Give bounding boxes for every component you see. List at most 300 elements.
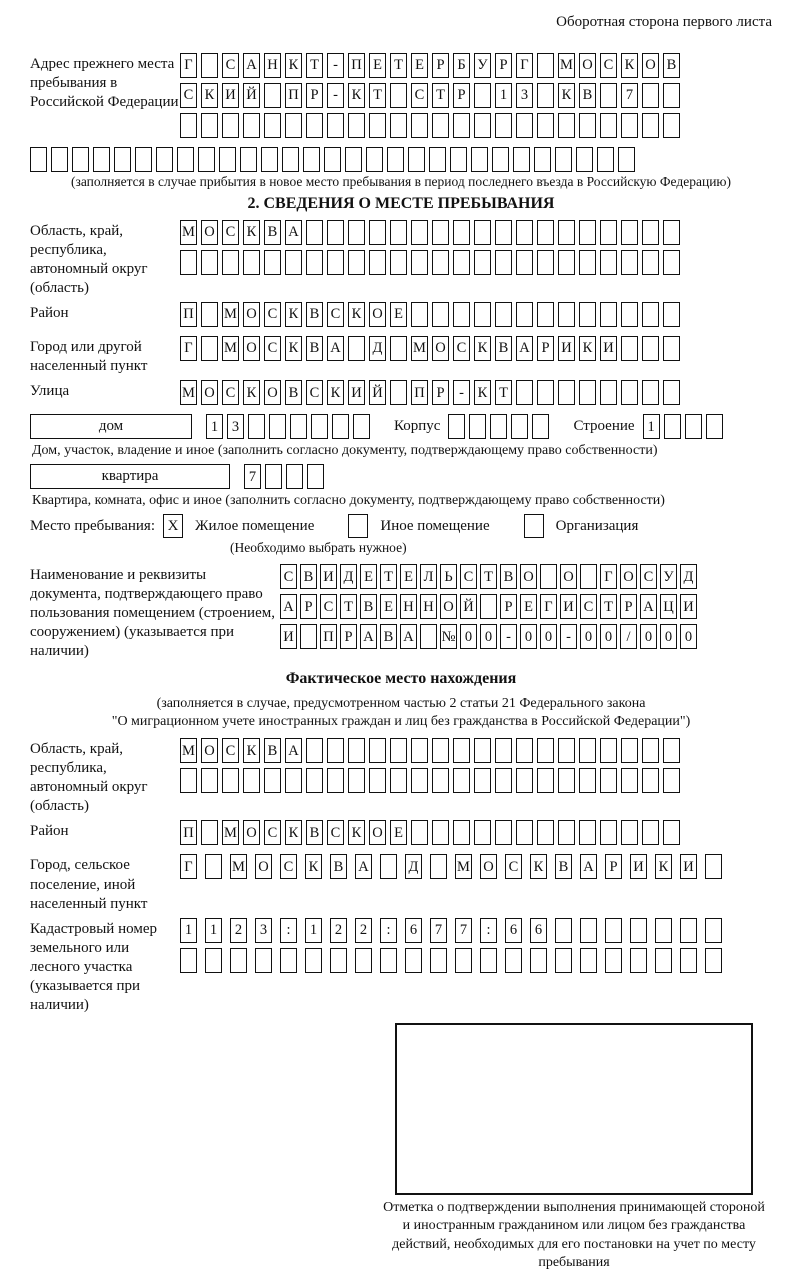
char-cell[interactable] (248, 414, 265, 439)
char-cell[interactable] (495, 220, 512, 245)
char-cell[interactable]: П (411, 380, 428, 405)
char-cell[interactable] (537, 250, 554, 275)
char-cell[interactable] (558, 302, 575, 327)
char-cell[interactable]: Е (411, 53, 428, 78)
char-cell[interactable] (663, 250, 680, 275)
char-cell[interactable] (555, 147, 572, 172)
char-cell[interactable]: М (180, 738, 197, 763)
char-cell[interactable] (642, 220, 659, 245)
char-cell[interactable] (663, 302, 680, 327)
char-cell[interactable] (530, 948, 547, 973)
char-cell[interactable]: А (285, 738, 302, 763)
char-cell[interactable]: Т (390, 53, 407, 78)
char-cell[interactable] (353, 414, 370, 439)
checkbox-organizatsiya[interactable] (524, 514, 544, 538)
char-cell[interactable]: М (230, 854, 247, 879)
char-cell[interactable]: С (222, 380, 239, 405)
char-cell[interactable] (513, 147, 530, 172)
char-cell[interactable] (579, 768, 596, 793)
char-cell[interactable]: 6 (530, 918, 547, 943)
char-cell[interactable] (474, 820, 491, 845)
char-cell[interactable] (680, 948, 697, 973)
char-cell[interactable]: С (222, 738, 239, 763)
char-cell[interactable] (516, 820, 533, 845)
char-cell[interactable]: О (620, 564, 637, 589)
char-cell[interactable] (600, 113, 617, 138)
char-cell[interactable]: К (348, 83, 365, 108)
char-cell[interactable]: А (516, 336, 533, 361)
char-cell[interactable]: К (348, 820, 365, 845)
char-cell[interactable] (390, 83, 407, 108)
char-cell[interactable]: Т (495, 380, 512, 405)
char-cell[interactable] (348, 768, 365, 793)
char-cell[interactable] (93, 147, 110, 172)
char-cell[interactable] (621, 738, 638, 763)
char-cell[interactable]: К (558, 83, 575, 108)
char-cell[interactable] (537, 302, 554, 327)
char-cell[interactable]: С (453, 336, 470, 361)
char-cell[interactable] (453, 302, 470, 327)
char-cell[interactable] (579, 738, 596, 763)
char-cell[interactable] (516, 738, 533, 763)
char-cell[interactable] (474, 768, 491, 793)
char-cell[interactable] (369, 113, 386, 138)
char-cell[interactable] (201, 53, 218, 78)
char-cell[interactable]: 6 (505, 918, 522, 943)
char-cell[interactable] (243, 113, 260, 138)
char-cell[interactable] (201, 250, 218, 275)
char-cell[interactable] (198, 147, 215, 172)
char-cell[interactable] (655, 948, 672, 973)
char-cell[interactable]: И (680, 854, 697, 879)
char-cell[interactable]: А (285, 220, 302, 245)
char-cell[interactable] (474, 220, 491, 245)
char-cell[interactable] (532, 414, 549, 439)
char-cell[interactable] (642, 738, 659, 763)
char-cell[interactable] (579, 380, 596, 405)
char-cell[interactable] (432, 738, 449, 763)
char-cell[interactable]: 1 (205, 918, 222, 943)
char-cell[interactable]: К (305, 854, 322, 879)
char-cell[interactable]: О (520, 564, 537, 589)
char-cell[interactable] (600, 302, 617, 327)
char-cell[interactable]: И (680, 594, 697, 619)
char-cell[interactable]: К (243, 380, 260, 405)
char-cell[interactable]: Т (306, 53, 323, 78)
char-cell[interactable] (222, 768, 239, 793)
char-cell[interactable]: С (280, 854, 297, 879)
char-cell[interactable]: О (560, 564, 577, 589)
char-cell[interactable] (453, 113, 470, 138)
char-cell[interactable]: Р (432, 380, 449, 405)
char-cell[interactable] (537, 220, 554, 245)
char-cell[interactable] (390, 380, 407, 405)
char-cell[interactable]: К (327, 380, 344, 405)
char-cell[interactable]: К (621, 53, 638, 78)
char-cell[interactable] (642, 768, 659, 793)
char-cell[interactable] (432, 820, 449, 845)
char-cell[interactable] (705, 948, 722, 973)
char-cell[interactable]: М (180, 380, 197, 405)
char-cell[interactable]: 7 (244, 464, 261, 489)
char-cell[interactable] (201, 768, 218, 793)
char-cell[interactable]: К (348, 302, 365, 327)
char-cell[interactable] (205, 854, 222, 879)
char-cell[interactable] (471, 147, 488, 172)
char-cell[interactable]: 2 (230, 918, 247, 943)
char-cell[interactable]: П (285, 83, 302, 108)
char-cell[interactable] (579, 220, 596, 245)
char-cell[interactable]: О (579, 53, 596, 78)
char-cell[interactable] (534, 147, 551, 172)
char-cell[interactable] (201, 302, 218, 327)
char-cell[interactable]: 0 (640, 624, 657, 649)
char-cell[interactable] (597, 147, 614, 172)
char-cell[interactable]: Г (180, 53, 197, 78)
char-cell[interactable] (303, 147, 320, 172)
char-cell[interactable] (345, 147, 362, 172)
char-cell[interactable] (558, 820, 575, 845)
char-cell[interactable] (685, 414, 702, 439)
char-cell[interactable] (448, 414, 465, 439)
char-cell[interactable] (201, 820, 218, 845)
char-cell[interactable] (480, 594, 497, 619)
char-cell[interactable] (630, 918, 647, 943)
char-cell[interactable] (537, 768, 554, 793)
char-cell[interactable]: С (327, 302, 344, 327)
char-cell[interactable] (516, 380, 533, 405)
char-cell[interactable] (663, 113, 680, 138)
char-cell[interactable]: - (327, 53, 344, 78)
char-cell[interactable]: Р (306, 83, 323, 108)
char-cell[interactable] (261, 147, 278, 172)
char-cell[interactable] (537, 113, 554, 138)
char-cell[interactable] (600, 738, 617, 763)
char-cell[interactable]: А (360, 624, 377, 649)
char-cell[interactable] (505, 948, 522, 973)
char-cell[interactable]: 7 (621, 83, 638, 108)
char-cell[interactable] (432, 302, 449, 327)
char-cell[interactable] (411, 302, 428, 327)
char-cell[interactable]: О (264, 380, 281, 405)
char-cell[interactable] (305, 948, 322, 973)
char-cell[interactable]: О (480, 854, 497, 879)
char-cell[interactable] (327, 113, 344, 138)
char-cell[interactable]: - (560, 624, 577, 649)
char-cell[interactable] (300, 624, 317, 649)
char-cell[interactable]: С (320, 594, 337, 619)
char-cell[interactable] (495, 738, 512, 763)
char-cell[interactable]: О (201, 738, 218, 763)
char-cell[interactable]: О (440, 594, 457, 619)
char-cell[interactable] (663, 768, 680, 793)
char-cell[interactable]: В (285, 380, 302, 405)
char-cell[interactable] (405, 948, 422, 973)
char-cell[interactable] (579, 113, 596, 138)
char-cell[interactable] (642, 83, 659, 108)
char-cell[interactable] (495, 113, 512, 138)
char-cell[interactable]: Н (400, 594, 417, 619)
char-cell[interactable] (332, 414, 349, 439)
char-cell[interactable] (369, 250, 386, 275)
char-cell[interactable]: А (280, 594, 297, 619)
char-cell[interactable] (621, 820, 638, 845)
char-cell[interactable] (205, 948, 222, 973)
char-cell[interactable]: И (320, 564, 337, 589)
char-cell[interactable]: К (285, 336, 302, 361)
char-cell[interactable] (282, 147, 299, 172)
char-cell[interactable] (537, 738, 554, 763)
char-cell[interactable] (432, 220, 449, 245)
char-cell[interactable]: Р (453, 83, 470, 108)
char-cell[interactable] (642, 380, 659, 405)
char-cell[interactable]: Е (369, 53, 386, 78)
char-cell[interactable]: Т (600, 594, 617, 619)
char-cell[interactable]: - (500, 624, 517, 649)
char-cell[interactable] (432, 768, 449, 793)
char-cell[interactable]: Р (340, 624, 357, 649)
char-cell[interactable]: А (640, 594, 657, 619)
char-cell[interactable] (642, 302, 659, 327)
char-cell[interactable] (307, 464, 324, 489)
char-cell[interactable] (285, 768, 302, 793)
char-cell[interactable] (680, 918, 697, 943)
char-cell[interactable] (30, 147, 47, 172)
char-cell[interactable] (219, 147, 236, 172)
char-cell[interactable]: В (380, 624, 397, 649)
char-cell[interactable]: С (264, 302, 281, 327)
char-cell[interactable] (390, 768, 407, 793)
char-cell[interactable]: Р (300, 594, 317, 619)
char-cell[interactable] (432, 250, 449, 275)
char-cell[interactable]: Е (380, 594, 397, 619)
char-cell[interactable] (420, 624, 437, 649)
char-cell[interactable] (380, 948, 397, 973)
char-cell[interactable] (558, 768, 575, 793)
char-cell[interactable]: Ь (440, 564, 457, 589)
char-cell[interactable] (453, 250, 470, 275)
char-cell[interactable] (348, 250, 365, 275)
char-cell[interactable]: 0 (680, 624, 697, 649)
char-cell[interactable]: Р (537, 336, 554, 361)
char-cell[interactable] (663, 220, 680, 245)
char-cell[interactable] (243, 250, 260, 275)
char-cell[interactable] (605, 948, 622, 973)
char-cell[interactable] (474, 113, 491, 138)
char-cell[interactable]: 0 (520, 624, 537, 649)
char-cell[interactable] (705, 854, 722, 879)
char-cell[interactable]: К (243, 738, 260, 763)
char-cell[interactable]: В (306, 820, 323, 845)
char-cell[interactable]: Р (620, 594, 637, 619)
char-cell[interactable]: Д (340, 564, 357, 589)
char-cell[interactable]: 1 (495, 83, 512, 108)
checkbox-inoe[interactable] (348, 514, 368, 538)
char-cell[interactable] (369, 738, 386, 763)
char-cell[interactable]: В (663, 53, 680, 78)
char-cell[interactable] (177, 147, 194, 172)
char-cell[interactable]: П (180, 820, 197, 845)
char-cell[interactable] (621, 113, 638, 138)
char-cell[interactable] (511, 414, 528, 439)
char-cell[interactable] (453, 738, 470, 763)
char-cell[interactable] (469, 414, 486, 439)
char-cell[interactable] (265, 464, 282, 489)
char-cell[interactable]: В (579, 83, 596, 108)
char-cell[interactable] (490, 414, 507, 439)
char-cell[interactable] (621, 336, 638, 361)
char-cell[interactable] (663, 336, 680, 361)
char-cell[interactable] (180, 948, 197, 973)
char-cell[interactable] (114, 147, 131, 172)
char-cell[interactable]: А (243, 53, 260, 78)
char-cell[interactable] (430, 854, 447, 879)
char-cell[interactable] (348, 738, 365, 763)
char-cell[interactable] (558, 250, 575, 275)
char-cell[interactable]: Е (360, 564, 377, 589)
char-cell[interactable] (306, 250, 323, 275)
char-cell[interactable]: 3 (255, 918, 272, 943)
char-cell[interactable]: Г (516, 53, 533, 78)
char-cell[interactable]: С (640, 564, 657, 589)
char-cell[interactable]: С (264, 336, 281, 361)
char-cell[interactable] (537, 53, 554, 78)
char-cell[interactable]: В (495, 336, 512, 361)
char-cell[interactable] (290, 414, 307, 439)
char-cell[interactable] (264, 768, 281, 793)
char-cell[interactable]: О (369, 302, 386, 327)
char-cell[interactable]: О (369, 820, 386, 845)
char-cell[interactable] (411, 220, 428, 245)
char-cell[interactable] (311, 414, 328, 439)
char-cell[interactable]: И (558, 336, 575, 361)
char-cell[interactable]: / (620, 624, 637, 649)
char-cell[interactable]: У (660, 564, 677, 589)
char-cell[interactable] (72, 147, 89, 172)
char-cell[interactable]: К (655, 854, 672, 879)
char-cell[interactable] (537, 820, 554, 845)
char-cell[interactable] (655, 918, 672, 943)
char-cell[interactable] (630, 948, 647, 973)
char-cell[interactable]: Н (264, 53, 281, 78)
char-cell[interactable] (516, 113, 533, 138)
char-cell[interactable]: 7 (430, 918, 447, 943)
char-cell[interactable]: И (222, 83, 239, 108)
char-cell[interactable]: № (440, 624, 457, 649)
char-cell[interactable] (230, 948, 247, 973)
char-cell[interactable]: Е (520, 594, 537, 619)
char-cell[interactable]: П (320, 624, 337, 649)
char-cell[interactable]: 1 (180, 918, 197, 943)
char-cell[interactable] (605, 918, 622, 943)
char-cell[interactable] (663, 820, 680, 845)
char-cell[interactable] (201, 113, 218, 138)
char-cell[interactable]: М (411, 336, 428, 361)
char-cell[interactable]: Г (180, 854, 197, 879)
char-cell[interactable] (579, 250, 596, 275)
char-cell[interactable] (621, 302, 638, 327)
char-cell[interactable]: 0 (580, 624, 597, 649)
char-cell[interactable] (576, 147, 593, 172)
char-cell[interactable]: С (580, 594, 597, 619)
char-cell[interactable]: С (327, 820, 344, 845)
char-cell[interactable]: Д (405, 854, 422, 879)
char-cell[interactable]: Р (500, 594, 517, 619)
char-cell[interactable] (558, 380, 575, 405)
char-cell[interactable] (495, 768, 512, 793)
char-cell[interactable]: 0 (660, 624, 677, 649)
char-cell[interactable] (306, 220, 323, 245)
char-cell[interactable]: Т (340, 594, 357, 619)
char-cell[interactable] (269, 414, 286, 439)
char-cell[interactable]: И (630, 854, 647, 879)
char-cell[interactable]: К (285, 53, 302, 78)
char-cell[interactable]: : (280, 918, 297, 943)
char-cell[interactable]: Е (400, 564, 417, 589)
char-cell[interactable]: 3 (516, 83, 533, 108)
char-cell[interactable]: С (222, 220, 239, 245)
char-cell[interactable] (537, 380, 554, 405)
char-cell[interactable]: М (222, 336, 239, 361)
char-cell[interactable]: К (474, 380, 491, 405)
char-cell[interactable]: А (355, 854, 372, 879)
char-cell[interactable]: М (558, 53, 575, 78)
char-cell[interactable] (621, 380, 638, 405)
char-cell[interactable]: С (460, 564, 477, 589)
char-cell[interactable]: - (327, 83, 344, 108)
char-cell[interactable] (492, 147, 509, 172)
char-cell[interactable] (390, 336, 407, 361)
checkbox-zhiloe[interactable]: X (163, 514, 183, 538)
char-cell[interactable]: О (642, 53, 659, 78)
char-cell[interactable]: Б (453, 53, 470, 78)
char-cell[interactable] (264, 83, 281, 108)
char-cell[interactable]: И (348, 380, 365, 405)
char-cell[interactable]: С (180, 83, 197, 108)
char-cell[interactable]: В (306, 336, 323, 361)
char-cell[interactable] (453, 768, 470, 793)
char-cell[interactable]: В (360, 594, 377, 619)
char-cell[interactable] (474, 83, 491, 108)
char-cell[interactable] (327, 768, 344, 793)
char-cell[interactable] (285, 113, 302, 138)
char-cell[interactable]: К (285, 302, 302, 327)
char-cell[interactable] (663, 380, 680, 405)
char-cell[interactable]: П (348, 53, 365, 78)
char-cell[interactable] (390, 738, 407, 763)
char-cell[interactable] (453, 820, 470, 845)
char-cell[interactable]: О (255, 854, 272, 879)
char-cell[interactable] (51, 147, 68, 172)
char-cell[interactable] (453, 220, 470, 245)
char-cell[interactable]: : (380, 918, 397, 943)
char-cell[interactable]: 1 (643, 414, 660, 439)
char-cell[interactable]: Т (480, 564, 497, 589)
char-cell[interactable] (280, 948, 297, 973)
char-cell[interactable]: У (474, 53, 491, 78)
char-cell[interactable] (306, 113, 323, 138)
char-cell[interactable] (390, 113, 407, 138)
char-cell[interactable]: 0 (600, 624, 617, 649)
char-cell[interactable]: А (327, 336, 344, 361)
char-cell[interactable] (411, 768, 428, 793)
char-cell[interactable] (474, 738, 491, 763)
char-cell[interactable] (579, 820, 596, 845)
char-cell[interactable] (180, 768, 197, 793)
char-cell[interactable] (355, 948, 372, 973)
char-cell[interactable]: 2 (355, 918, 372, 943)
char-cell[interactable] (600, 768, 617, 793)
